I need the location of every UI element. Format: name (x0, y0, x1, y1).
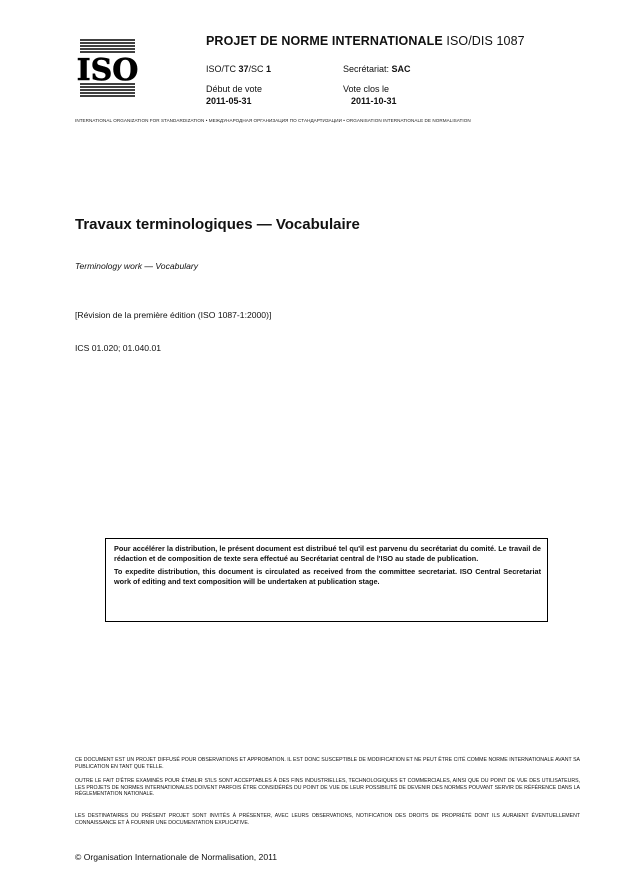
document-subtitle: Terminology work — Vocabulary (75, 261, 199, 271)
footer-para-examination: OUTRE LE FAIT D'ÊTRE EXAMINÉS POUR ÉTABLIR S'ILS SONT ACCEPTABLES À DES FINS INDUSTRIELLES, TECHNOLOGIQUES ET COMMERCIALES, AINSI QUE DU POINT DE VUE DES UTILISATEURS, LES PROJETS DE NORMES INTERNATIONALES DOIVENT PARFOIS ÊTRE CONSIDÉRÉS DU POINT DE VUE DE LEUR POSSIBILITÉ DE DEVENIR DES NORMES POUVANT SERVIR DE RÉFÉRENCE DANS LA RÉGLEMENTATION NATIONALE. (75, 778, 580, 798)
committee-prefix: ISO/TC (206, 64, 239, 74)
secretariat (343, 64, 411, 74)
copyright: © Organisation Internationale de Normalisation, 2011 (75, 852, 278, 862)
footer-para-recipients: LES DESTINATAIRES DU PRÉSENT PROJET SONT INVITÉS À PRÉSENTER, AVEC LEURS OBSERVATIONS, NOTIFICATION DES DROITS DE PROPRIÉTÉ DONT ILS AURAIENT ÉVENTUELLEMENT CONNAISSANCE ET À FOURNIR UNE DOCUMENTATION EXPLICATIVE. (75, 813, 580, 826)
vote-end-date: 2011-10-31 (351, 96, 397, 106)
ics-codes: ICS 01.020; 01.040.01 (75, 343, 162, 353)
vote-end-date-wrap (351, 96, 397, 106)
secretariat-value: SAC (391, 64, 411, 74)
draft-title-main: PROJET DE NORME INTERNATIONALE (206, 34, 443, 48)
committee-sc: 1 (266, 64, 272, 74)
footer-para-draft: CE DOCUMENT EST UN PROJET DIFFUSÉ POUR OBSERVATIONS ET APPROBATION. IL EST DONC SUSCEPTIBLE DE MODIFICATION ET NE PEUT ÊTRE CITÉ COMME NORME INTERNATIONALE AVANT SA PUBLICATION EN TANT QUE TELLE. (75, 757, 580, 770)
organization-line: INTERNATIONAL ORGANIZATION FOR STANDARDIZATION • МЕЖДУНАРОДНАЯ ОРГАНИЗАЦИЯ ПО СТАНДАРТИЗАЦИИ • ORGANISATION INTERNATIONALE DE NORMALISATION (75, 118, 471, 123)
secretariat-label: Secrétariat: (343, 64, 392, 74)
committee-sep: /SC (248, 64, 267, 74)
vote-start-date-wrap (206, 96, 252, 106)
committee-tc: 37 (238, 64, 249, 74)
draft-reference: ISO/DIS 1087 (446, 34, 525, 48)
committee (206, 64, 271, 74)
document-title: Travaux terminologiques — Vocabulaire (75, 216, 360, 233)
vote-start-date: 2011-05-31 (206, 96, 252, 106)
distribution-notice (105, 538, 548, 622)
draft-title (206, 34, 525, 48)
iso-logo-graphic (75, 37, 140, 99)
iso-logo (75, 37, 140, 99)
iso-logo-text: ISO (76, 53, 139, 88)
revision-note: [Révision de la première édition (ISO 1087-1:2000)] (75, 310, 272, 320)
notice-french: Pour accélérer la distribution, le présent document est distribué tel qu'il est parvenu du secrétariat du comité. Le travail de rédaction et de composition de texte sera effectué au Secrétariat central de l'ISO au stade de publication. (114, 544, 541, 563)
notice-english: To expedite distribution, this document is circulated as received from the committee secretariat. ISO Central Secretariat work of editing and text composition will be undertaken at publication stage. (114, 567, 541, 586)
vote-end-label: Vote clos le (343, 84, 390, 94)
vote-start-label: Début de vote (206, 84, 263, 94)
